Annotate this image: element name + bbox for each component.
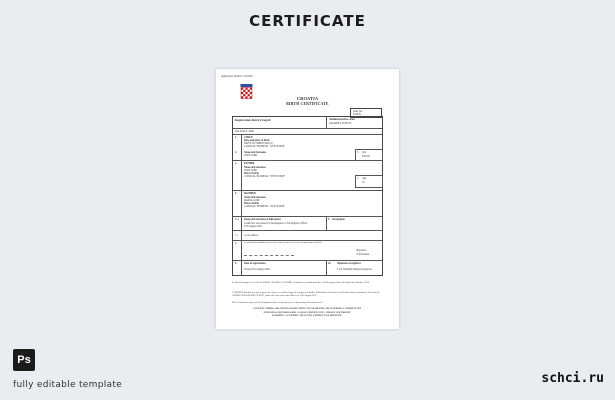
registration-date-label: Date of registration [244,262,266,265]
child-birth-value-1: FIRST OCTOBER 2020 (1) [244,142,274,145]
age-label: Age [362,177,367,180]
registrar-value: J. M. Weekfield Deputy Registrar [337,268,372,271]
country-name: CROATIA [296,96,319,101]
informant-value: Certificate was issued by the Registrar, Civil Registry Office [244,221,308,225]
local-address-label: Local address [244,233,259,237]
sex-label: Sex [362,151,366,154]
age-box: 5. Age 25 [355,175,383,188]
presence-note: This Certificate is given in the Registrar's office in the presence of the person who must have it [232,301,323,304]
page-title: CERTIFICATE [249,12,366,30]
father-heading: FATHER [244,162,255,165]
age-value: 25 [362,181,365,184]
certify-statement: I CERTIFY that this is a true copy of an entry in a certified copy of a register of Births, Still-births or Deaths in the District above mentioned. Given at the GENERAL REGISTER OFFICE, under the Seal of the said Office on 27th August 2021 [232,291,380,298]
mother-name-value: MARIA GORI [244,198,260,202]
certificate-form: Registration district Zagreb Administrative area ZAGREB COUNCIL Sub-district: Janni 1. CHILD Date and place of birth FIRST OCTOBER 2020 (1) CLINICAL HOSPITAL "SVETI DUH" 2. Name and Surname IVAN GORI 3. Sex Female 4. FATHER Name and surname IVAN GORI Place of birth CLINICAL HOSPITAL "SVETI DUH" 5. Age 25 6. MOTHER Name and surname MARIA GORI Place of birth CLINICAL HOSPITAL "SVETI DUH" 7. a Name and surname of Informant b Occupation Certificate was issued by the Registrar, Civil Registry Office 27th August 2021 7.c Local address 8. I certify that the particulars given in this entry are true to the best of my knowledge and belief Signature of Informant 9. Date of registration 10. Signature of registrar Twenty first August 2021 J. M. Weekfield Deputy Registrar [232,116,383,276]
app-badge-label: Ps [17,354,31,366]
registration-district: Registration district Zagreb [235,118,271,122]
mother-place-value: CLINICAL HOSPITAL "SVETI DUH" [244,205,286,208]
informant-label: Name and surname of Informant [244,217,281,221]
child-birth-value-2: CLINICAL HOSPITAL "SVETI DUH" [244,145,286,148]
document-title: BIRTH CERTIFICATE [286,101,329,106]
administrative-area-label: Administrative area [329,117,355,121]
sub-district: Sub-district: Janni [235,129,254,133]
father-name-value: IVAN GORI [244,168,258,172]
caution-line-3: WARNING: A CERTIFICATE IS NOT EVIDENCE OF IDENTITY [272,314,342,317]
child-names-value: IVAN GORI [244,154,258,157]
sex-box: 3. Sex Female [355,149,383,161]
photoshop-icon [13,349,35,371]
father-place-label: Place of birth [244,172,259,175]
certificate-document [216,69,399,329]
mother-name-label: Name and surname [244,195,266,199]
registration-date-value: Twenty first August 2021 [244,268,271,271]
issue-no-value: 879432 [353,112,361,116]
father-place-value: CLINICAL HOSPITAL "SVETI DUH" [244,175,286,178]
child-heading: CHILD [244,135,253,139]
child-birth-label: Date and place of birth [244,139,270,142]
certify-text: I certify that the particulars given in this entry are true to the best of my knowledge and belief [244,242,322,244]
mother-heading: MOTHER [244,192,256,195]
issue-no-label: Issue No. [353,109,363,113]
application-number: Application Number: 1225483 [221,75,253,78]
registrar-label: Signature of registrar [337,262,361,265]
site-label: schci.ru [541,371,604,386]
mother-place-label: Place of birth [244,202,259,205]
signature-value: of Informant [356,252,370,256]
caution-line-2: AND USING OR POSSESSING A FALSE CERTIFICATE ©CROWN COPYRIGHT [263,310,351,314]
occupation-label: Occupation [332,217,345,221]
father-name-label: Name and surname [244,165,266,169]
caution-line-1: CAUTION: THERE ARE OFFENCES RELATING TO FALSIFYING OR ALTERING A CERTIFICATE [252,307,362,310]
sex-value: Female [362,155,370,158]
signature-label: Signature [356,249,366,252]
informant-date: 27th August 2021 [244,224,263,228]
administrative-area-value: ZAGREB COUNCIL [329,121,352,125]
footer-note: In Town/bearing no. 8 of the ZAGREB, CROATIA, ZAGREB. Certificate recorded from the Civil Registry Office Records Ltd. Number: 1234 [232,281,369,284]
template-label: fully editable template [13,380,122,390]
child-names-label: Name and Surname [244,150,267,154]
